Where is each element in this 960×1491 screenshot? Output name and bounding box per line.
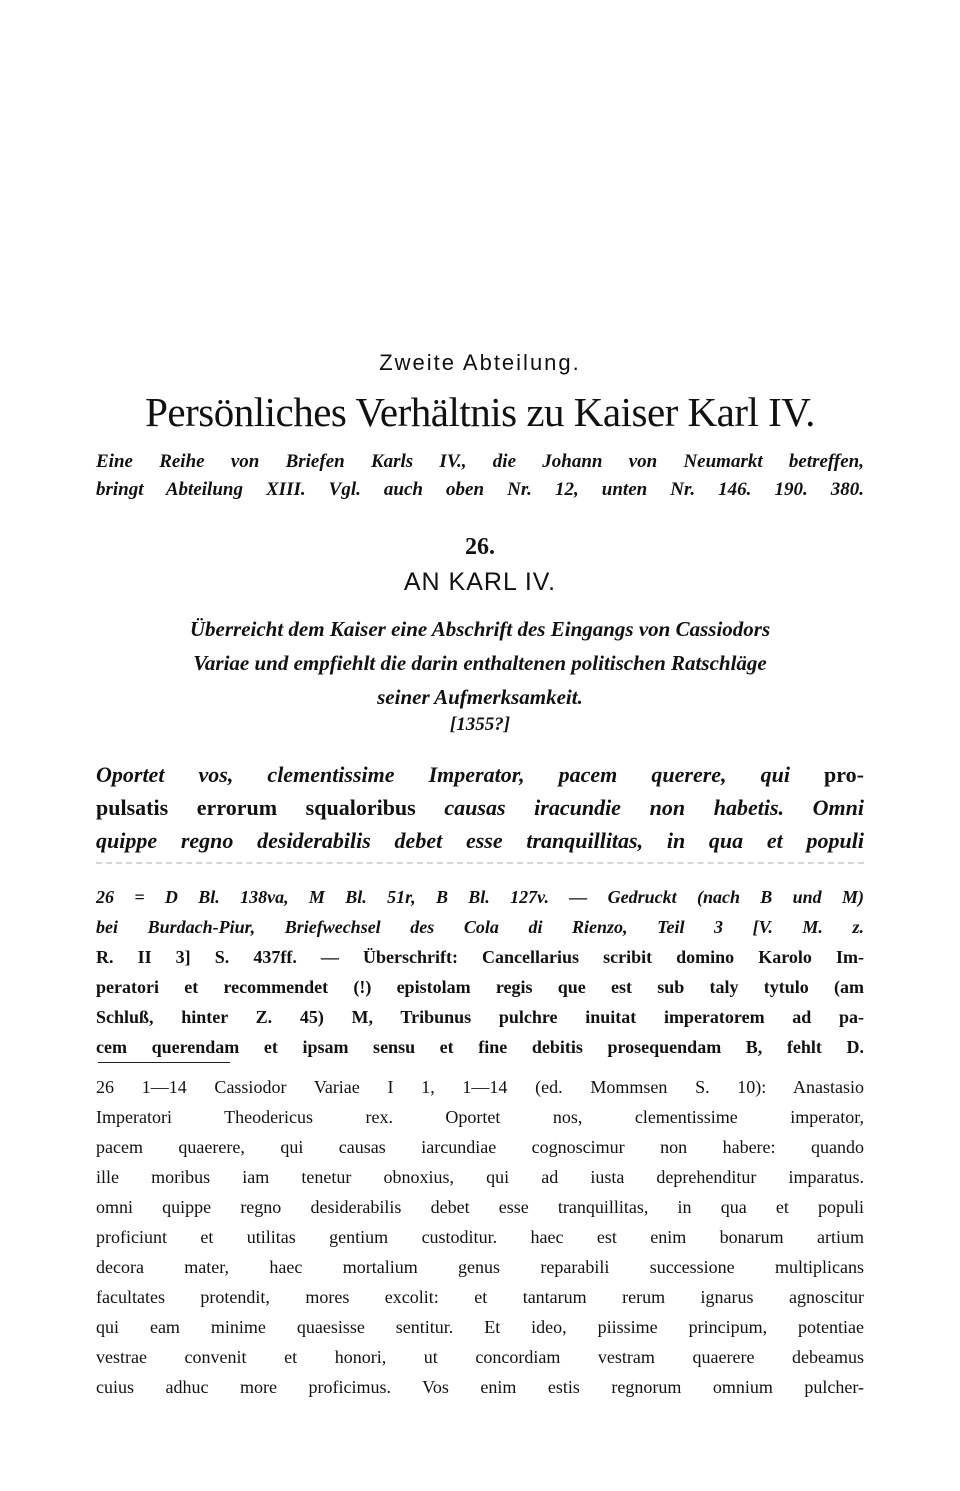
source-line: facultates protendit, mores excolit: et tantarum rerum ignarus agnoscitur (96, 1287, 864, 1307)
footnote-rule (98, 1062, 230, 1063)
source-line: cuius adhuc more proficimus. Vos enim estis regnorum omnium pulcher- (96, 1377, 864, 1397)
letter-addressee: AN KARL IV. (403, 568, 557, 596)
letter-line (96, 791, 864, 824)
apparatus-line: bei Burdach-Piur, Briefwechsel des Cola di Rienzo, Teil 3 [V. M. z. (96, 917, 864, 937)
source-notes (96, 1072, 864, 1402)
apparatus-line: peratori et recommendet (!) epistolam regis que est sub taly tytulo (am (96, 977, 864, 997)
source-line: ille moribus iam tenetur obnoxius, qui ad iusta deprehenditur imparatus. (96, 1167, 864, 1187)
source-line: proficiunt et utilitas gentium custoditur. haec est enim bonarum artium (96, 1227, 864, 1247)
page-cut-divider (96, 862, 864, 874)
letter-line (96, 824, 864, 857)
critical-apparatus (96, 882, 864, 1062)
letter-number: 26. (465, 534, 495, 560)
apparatus-line: cem querendam et ipsam sensu et fine debitis prosequendam B, fehlt D. (96, 1037, 864, 1057)
section-heading: Zweite Abteilung. (379, 350, 581, 375)
letter-line-part: Oportet vos, clementissime Imperator, pacem querere, qui (96, 762, 790, 787)
summary-line: Variae und empfiehlt die darin enthaltenen politischen Ratschläge (193, 651, 767, 675)
source-line: Imperatori Theodericus rex. Oportet nos, clementissime imperator, (96, 1107, 864, 1127)
letter-line-part: causas iracundie non habetis. Omni (444, 795, 865, 820)
source-line: vestrae convenit et honori, ut concordiam vestram quaerere debeamus (96, 1347, 864, 1367)
source-line: decora mater, haec mortalium genus reparabili successione multiplicans (96, 1257, 864, 1277)
apparatus-line: R. II 3] S. 437ff. — Überschrift: Cancellarius scribit domino Karolo Im- (96, 947, 864, 967)
letter-line-part: pulsatis errorum squaloribus (96, 795, 445, 820)
letter-text (96, 758, 864, 857)
source-line: qui eam minime quaesisse sentitur. Et ideo, piissime principum, potentiae (96, 1317, 864, 1337)
source-line: pacem quaerere, qui causas iarcundiae cognoscimur non habere: quando (96, 1137, 864, 1157)
apparatus-line: 26 = D Bl. 138va, M Bl. 51r, B Bl. 127v. — Gedruckt (nach B und M) (96, 887, 864, 907)
intro-line: Eine Reihe von Briefen Karls IV., die Johann von Neumarkt betreffen, (96, 451, 864, 472)
summary-line: Überreicht dem Kaiser eine Abschrift des Eingangs von Cassiodors (189, 617, 771, 641)
chapter-title: Persönliches Verhältnis zu Kaiser Karl IV. (145, 389, 815, 435)
letter-line-part: pro- (789, 762, 864, 787)
apparatus-line: Schluß, hinter Z. 45) M, Tribunus pulchre inuitat imperatorem ad pa- (96, 1007, 864, 1027)
source-line: omni quippe regno desiderabilis debet esse tranquillitas, in qua et populi (96, 1197, 864, 1217)
summary-line: seiner Aufmerksamkeit. (377, 685, 583, 709)
intro-note (96, 448, 864, 504)
source-line: 26 1—14 Cassiodor Variae I 1, 1—14 (ed. Mommsen S. 10): Anastasio (96, 1077, 864, 1097)
letter-summary (96, 612, 864, 714)
letter-date: [1355?] (449, 714, 511, 735)
letter-line-part: quippe regno desiderabilis debet esse tranquillitas, in qua et populi (96, 828, 864, 853)
intro-line: bringt Abteilung XIII. Vgl. auch oben Nr. 12, unten Nr. 146. 190. 380. (96, 479, 864, 500)
letter-line (96, 758, 864, 791)
